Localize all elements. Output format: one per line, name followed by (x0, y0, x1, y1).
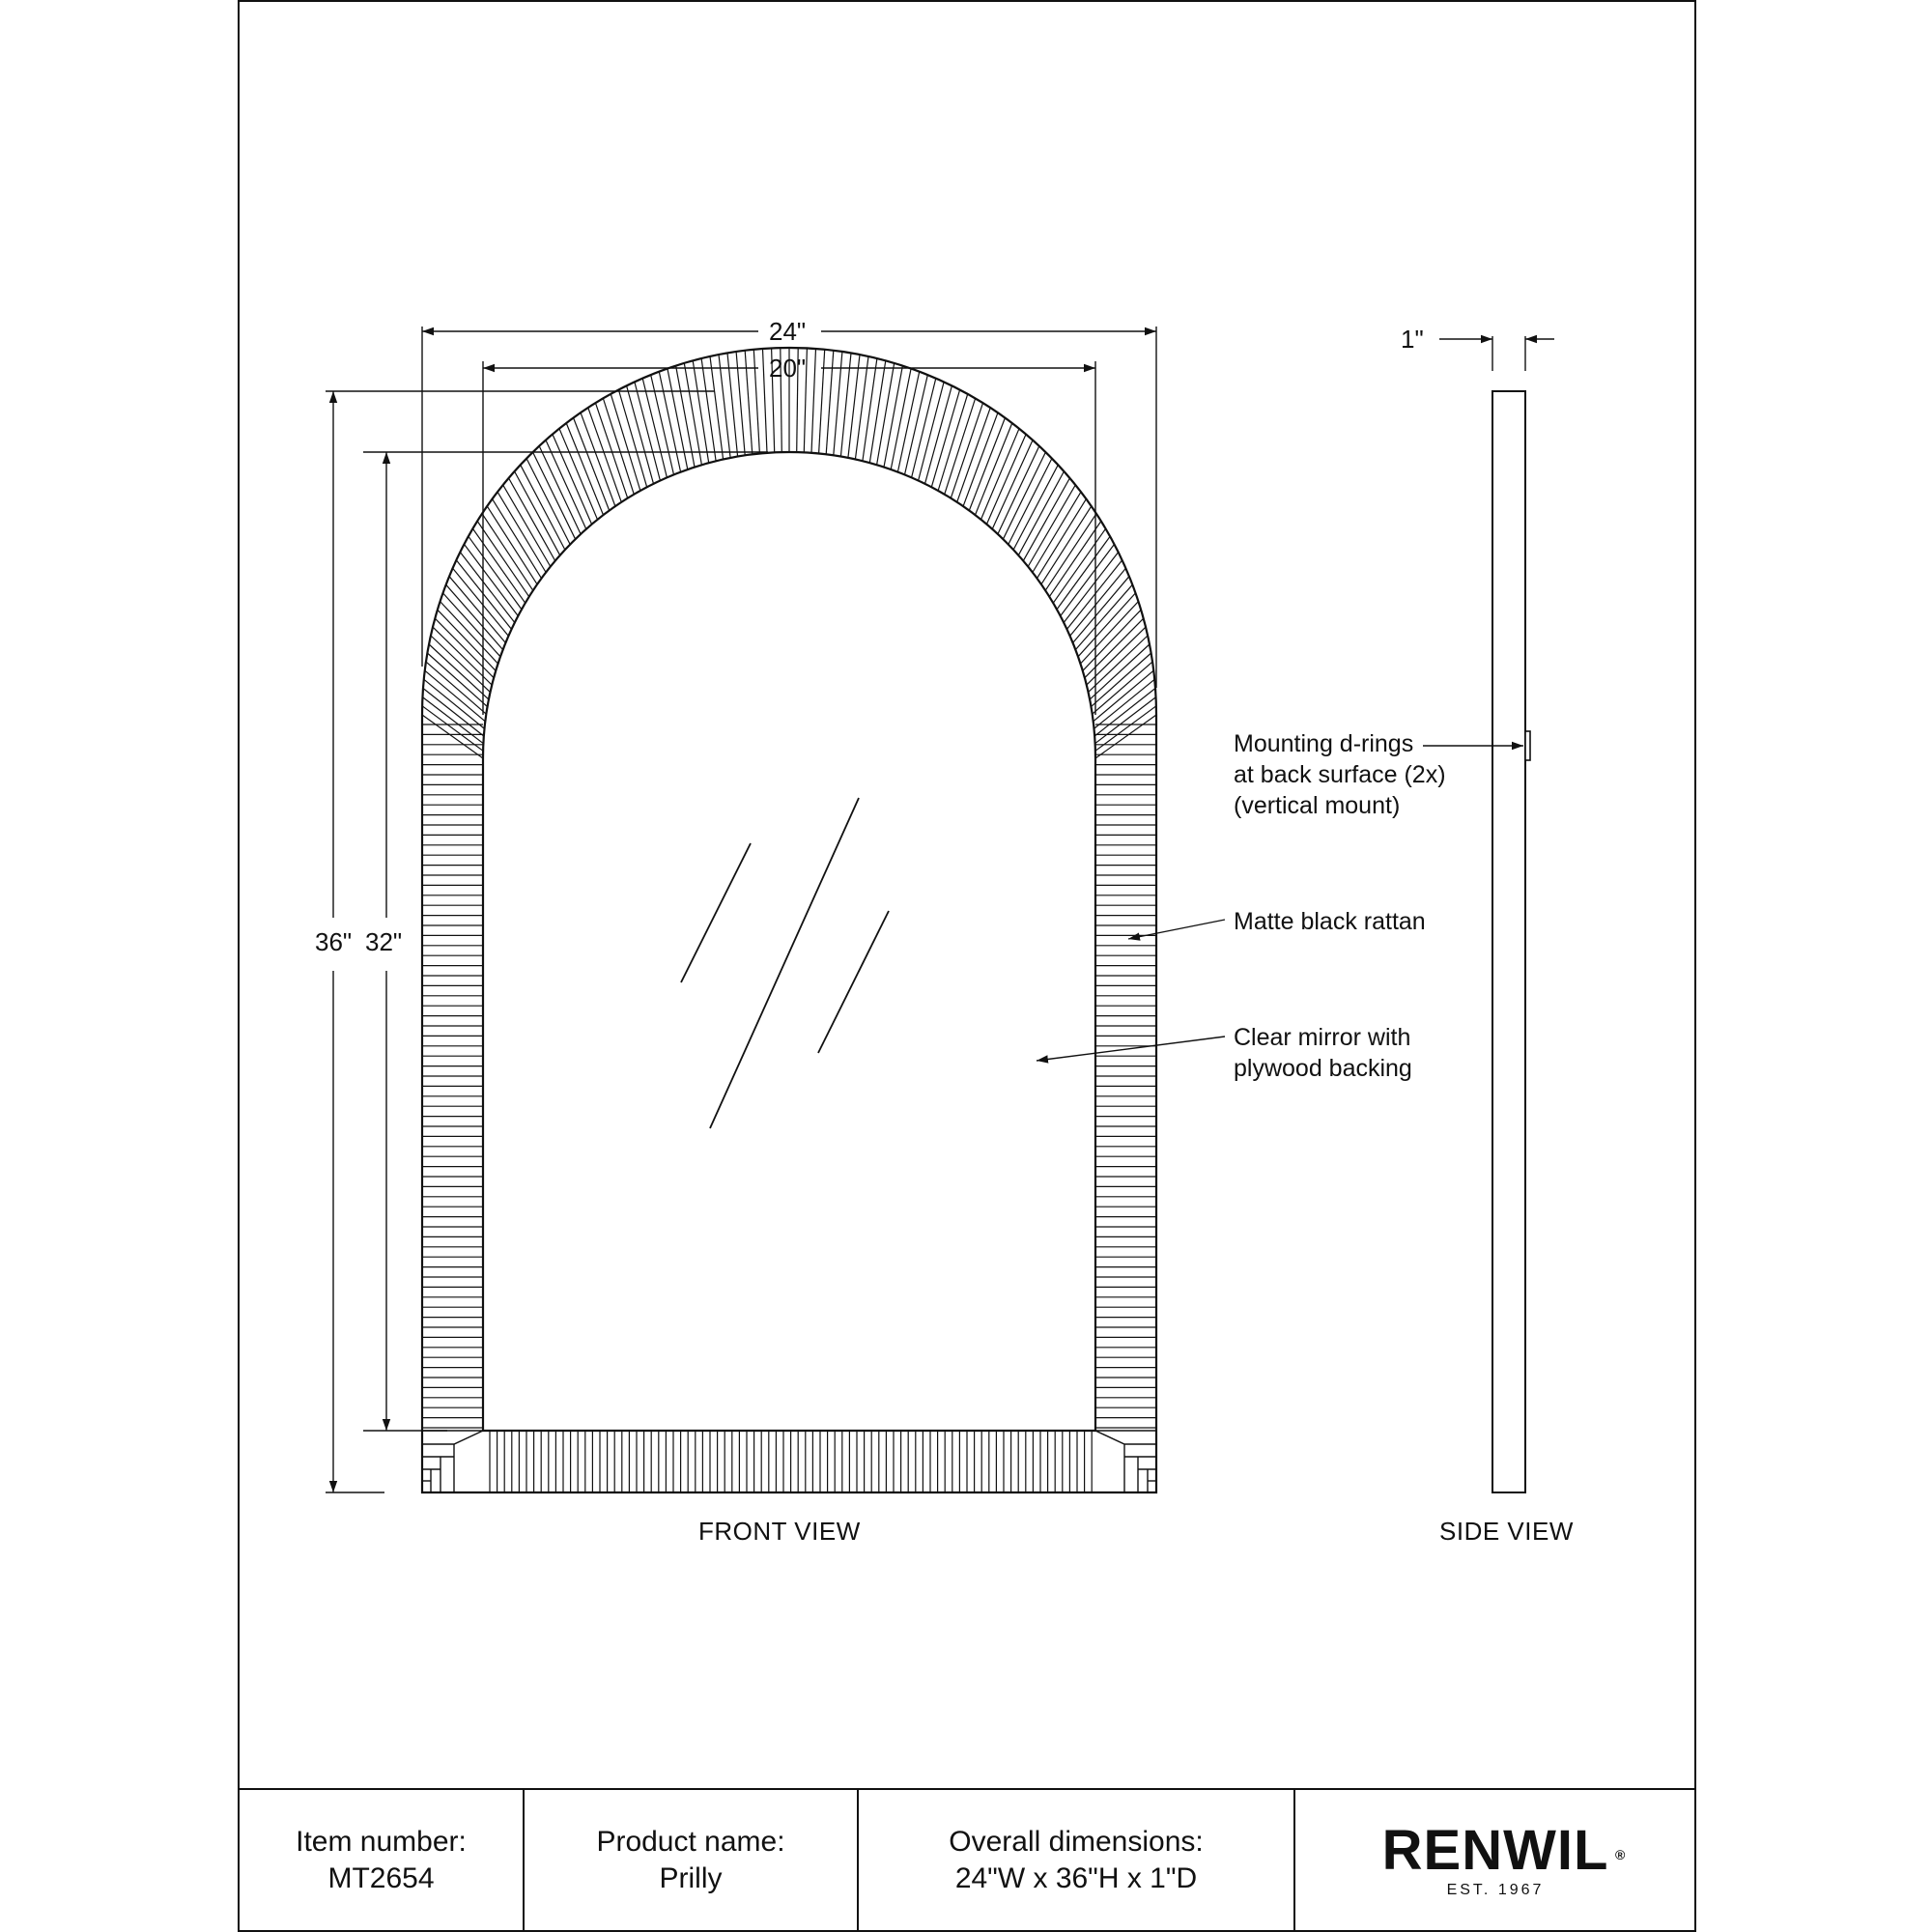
dimension-inner-width: 20" (769, 354, 807, 383)
rattan-strand (668, 369, 688, 470)
product-name-label: Product name: (596, 1826, 785, 1858)
rattan-strand (526, 459, 570, 545)
rattan-strand (533, 452, 576, 539)
rattan-strand (834, 352, 842, 455)
dimension-inner-height: 32" (365, 927, 403, 956)
callout-mounting-d-rings: Mounting d-rings at back surface (2x) (vertical mount) (1234, 730, 1446, 819)
rattan-strand (701, 358, 716, 461)
product-name-value: Prilly (659, 1862, 723, 1894)
brand-tagline: EST. 1967 (1446, 1882, 1545, 1898)
rattan-strand (819, 350, 825, 454)
callout-clear-mirror: Clear mirror with plywood backing (1234, 1024, 1412, 1082)
rattan-strand (998, 446, 1039, 534)
rattan-strand (863, 358, 877, 461)
rattan-strand (969, 418, 1005, 511)
rattan-strand (618, 390, 646, 488)
item-number-value: MT2654 (327, 1862, 435, 1894)
mirror-outline (483, 452, 1095, 1431)
rattan-strand (1018, 471, 1064, 555)
rattan-strand (596, 403, 628, 498)
front-view-label: FRONT VIEW (698, 1517, 861, 1546)
dimension-outer-height: 36" (315, 927, 353, 956)
side-view (1439, 336, 1554, 1492)
brand-name: RENWIL (1381, 1819, 1609, 1882)
rattan-strand (826, 351, 834, 455)
corner-miter-details (422, 1431, 1156, 1492)
rattan-strand (938, 394, 968, 491)
side-view-label: SIDE VIEW (1439, 1517, 1574, 1546)
rattan-strand (603, 399, 634, 495)
rattan-strand (611, 394, 640, 491)
rattan-strand (945, 399, 976, 495)
overall-dimensions-cell (858, 1789, 1294, 1932)
rattan-strand (992, 440, 1033, 529)
item-number-cell (239, 1789, 524, 1932)
rattan-strand (539, 446, 581, 534)
rattan-strand (976, 423, 1012, 515)
rattan-strand (869, 360, 886, 463)
rattan-strand (566, 423, 603, 515)
side-profile (1492, 391, 1525, 1492)
overall-dimensions-value: 24"W x 36"H x 1"D (954, 1862, 1198, 1894)
rattan-strand (684, 363, 701, 465)
side-rattan-hatching (422, 724, 1156, 1428)
item-number-label: Item number: (296, 1826, 467, 1858)
rattan-strand (627, 385, 654, 483)
rattan-strand (891, 369, 911, 470)
rattan-strand (515, 471, 560, 555)
dimension-depth: 1" (1401, 325, 1424, 354)
rattan-strand (763, 349, 768, 453)
d-ring-icon (1525, 731, 1530, 760)
rattan-strand (574, 418, 610, 511)
bottom-rattan-hatching (490, 1431, 1092, 1492)
rattan-strand (1009, 459, 1052, 545)
registered-mark: ® (1615, 1847, 1627, 1862)
rattan-strand (877, 363, 895, 465)
rattan-strand (986, 435, 1026, 525)
rattan-strand (588, 408, 622, 502)
rattan-strand (1013, 465, 1058, 550)
rattan-strand (736, 352, 745, 455)
rattan-strand (546, 440, 586, 529)
brand-logo (1294, 1789, 1696, 1932)
product-name-cell (524, 1789, 858, 1932)
front-view (422, 348, 1156, 1492)
rattan-strand (925, 385, 952, 483)
rattan-strand (884, 366, 902, 468)
rattan-strand (553, 435, 592, 525)
arch-rattan-hatching (422, 348, 1156, 758)
dimension-outer-width: 24" (769, 317, 807, 346)
rattan-strand (521, 465, 565, 550)
callout-matte-black-rattan: Matte black rattan (1234, 908, 1426, 935)
rattan-strand (693, 360, 709, 463)
overall-dimensions-label: Overall dimensions: (949, 1826, 1204, 1858)
rattan-strand (957, 408, 990, 502)
rattan-strand (753, 350, 759, 454)
rattan-strand (1003, 452, 1045, 539)
rattan-strand (811, 349, 816, 453)
rattan-strand (931, 390, 959, 488)
rattan-strand (745, 351, 753, 455)
rattan-strand (951, 403, 982, 498)
mirror-reflection-lines (681, 798, 889, 1128)
